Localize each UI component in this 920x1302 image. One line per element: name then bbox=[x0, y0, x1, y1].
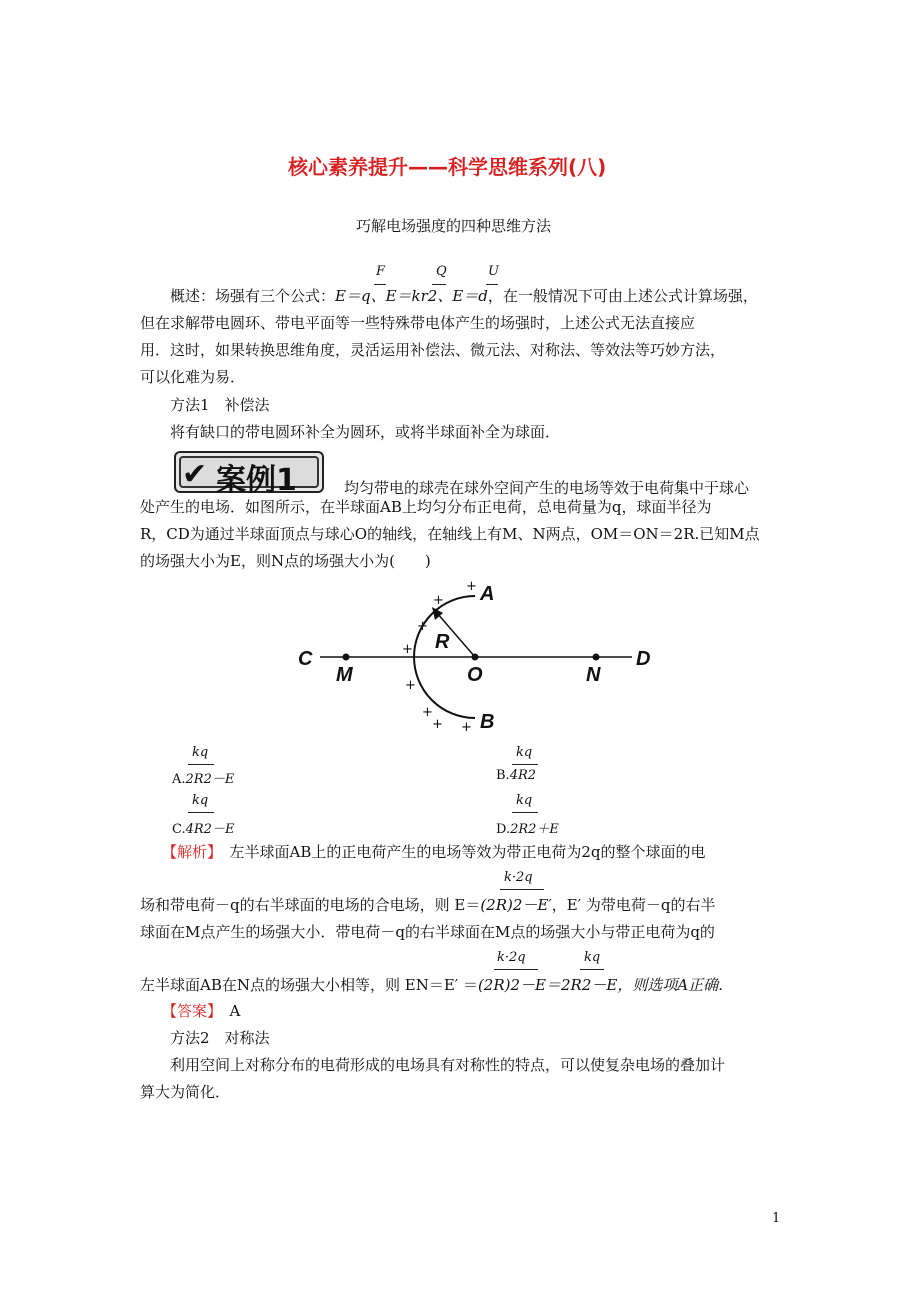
fraction-bar bbox=[494, 969, 538, 970]
analysis-frac2-numerator: k·2q bbox=[497, 950, 526, 965]
label-a: A bbox=[480, 583, 495, 605]
fraction-bar bbox=[500, 889, 544, 890]
answer-line bbox=[162, 1004, 240, 1019]
frac-top-f: F bbox=[376, 264, 386, 279]
intro-line: 用．这时，如果转换思维角度，灵活运用补偿法、微元法、对称法、等效法等巧妙方法， bbox=[140, 341, 726, 359]
case-badge bbox=[174, 451, 324, 498]
option-d-numerator: kq bbox=[516, 793, 533, 808]
frac-top-q: Q bbox=[436, 264, 447, 279]
case-line: 处产生的电场．如图所示，在半球面AB上均匀分布正电荷，总电荷量为q，球面半径为 bbox=[140, 498, 712, 516]
method-description: 将有缺口的带电圆环补全为圆环，或将半球面补全为球面． bbox=[170, 423, 561, 441]
method-line: 利用空间上对称分布的电荷形成的电场具有对称性的特点，可以使复杂电场的叠加计 bbox=[170, 1056, 726, 1074]
hemisphere-figure bbox=[290, 575, 670, 740]
option-a: A.2R2－E bbox=[172, 772, 235, 787]
option-b-numerator: kq bbox=[516, 745, 533, 760]
analysis-line: 场和带电荷－q的右半球面的电场的合电场，则 E＝(2R)2－E′，E′ 为带电荷－q的右半 bbox=[140, 896, 716, 914]
answer-value: A bbox=[214, 1002, 241, 1020]
plus-sign: + bbox=[405, 678, 416, 693]
point-m bbox=[343, 654, 350, 661]
page-title: 核心素养提升——科学思维系列(八) bbox=[288, 155, 607, 179]
case-badge-label: 案例1 bbox=[216, 463, 297, 498]
fraction-bar bbox=[486, 284, 498, 285]
option-c: C.4R2－E bbox=[172, 822, 235, 837]
case-line: R，CD为通过半球面顶点与球心O的轴线，在轴线上有M、N两点，OM＝ON＝2R.已知M点 bbox=[140, 525, 760, 543]
plus-sign: + bbox=[402, 642, 413, 657]
plus-sign: + bbox=[433, 593, 444, 608]
answer-tag: 【答案】 bbox=[162, 1002, 215, 1020]
label-b: B bbox=[480, 711, 495, 733]
plus-sign: + bbox=[466, 579, 477, 594]
fraction-bar bbox=[512, 764, 538, 765]
plus-sign: + bbox=[461, 720, 472, 735]
analysis-frac3-numerator: kq bbox=[584, 950, 601, 965]
label-n: N bbox=[586, 664, 601, 686]
method-heading: 方法1 补偿法 bbox=[170, 396, 270, 414]
frac-top-u: U bbox=[488, 264, 499, 279]
label-o: O bbox=[467, 664, 483, 686]
option-a-numerator: kq bbox=[192, 745, 209, 760]
label-c: C bbox=[298, 648, 313, 670]
analysis-line: 左半球面AB在N点的场强大小相等，则 EN＝E′ ＝(2R)2－E＝2R2－E，则选项A正确． bbox=[140, 976, 734, 994]
label-m: M bbox=[336, 664, 353, 686]
label-d: D bbox=[636, 648, 651, 670]
checkmark-icon: ✔ bbox=[182, 457, 208, 492]
case-line: 的场强大小为E，则N点的场强大小为( ) bbox=[140, 552, 431, 570]
analysis-line: 【解析】 左半球面AB上的正电荷产生的电场等效为带正电荷为2q的整个球面的电 bbox=[162, 843, 706, 861]
label-r: R bbox=[435, 631, 450, 653]
option-c-numerator: kq bbox=[192, 793, 209, 808]
point-n bbox=[593, 654, 600, 661]
fraction-bar bbox=[580, 969, 604, 970]
option-b: B.4R2 bbox=[496, 768, 537, 783]
fraction-bar bbox=[374, 284, 386, 285]
analysis-tag: 【解析】 bbox=[162, 843, 215, 861]
analysis-frac1-numerator: k·2q bbox=[504, 870, 533, 885]
section-subtitle: 巧解电场强度的四种思维方法 bbox=[356, 217, 552, 235]
intro-line: 但在求解带电圆环、带电平面等一些特殊带电体产生的场强时，上述公式无法直接应 bbox=[140, 314, 696, 332]
method-heading: 方法2 对称法 bbox=[170, 1029, 270, 1047]
plus-sign: + bbox=[432, 717, 443, 732]
point-o bbox=[472, 654, 479, 661]
fraction-bar bbox=[432, 284, 446, 285]
plus-sign: + bbox=[417, 619, 428, 634]
method-line: 算大为简化． bbox=[140, 1083, 231, 1101]
option-d: D.2R2＋E bbox=[496, 822, 559, 837]
analysis-line: 球面在M点产生的场强大小．带电荷－q的右半球面在M点的场强大小与带正电荷为q的 bbox=[140, 923, 715, 941]
fraction-bar bbox=[188, 812, 214, 813]
page-number: 1 bbox=[772, 1211, 781, 1226]
plus-sign: + bbox=[422, 705, 433, 720]
fraction-bar bbox=[512, 812, 538, 813]
intro-line: 概述：场强有三个公式：E＝q、E＝kr2、E＝d，在一般情况下可由上述公式计算场强， bbox=[170, 287, 758, 305]
intro-line: 可以化难为易． bbox=[140, 368, 246, 386]
case-line: 均匀带电的球壳在球外空间产生的电场等效于电荷集中于球心 bbox=[344, 479, 750, 497]
fraction-bar bbox=[188, 764, 214, 765]
